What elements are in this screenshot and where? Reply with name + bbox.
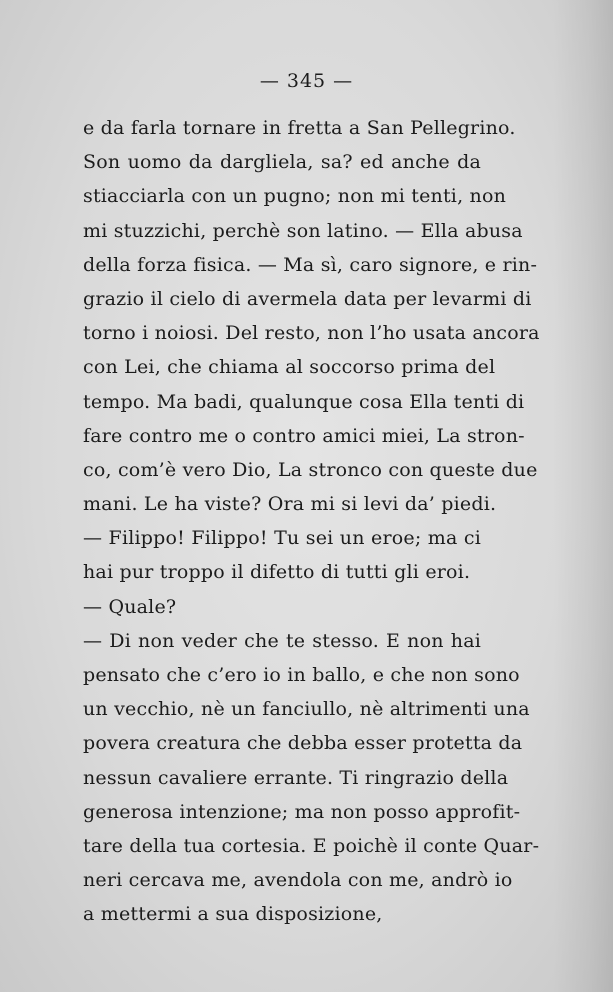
text-line: e da farla tornare in fretta a San Pellegrino. (83, 117, 516, 139)
text-line: con Lei, che chiama al soccorso prima del (83, 356, 496, 379)
page-edge-shadow (553, 0, 613, 992)
body-text (83, 111, 540, 932)
text-line: tare della tua cortesia. E poichè il conte Quar- (83, 834, 540, 857)
text-line: — Filippo! Filippo! Tu sei un eroe; ma ci (83, 527, 481, 550)
text-line: mi stuzzichi, perchè son latino. — Ella abusa (83, 219, 523, 242)
page-number: — 345 — (259, 70, 354, 92)
text-line: stiacciarla con un pugno; non mi tenti, non (83, 185, 507, 208)
text-line: neri cercava me, avendola con me, andrò io (83, 869, 513, 892)
text-line: grazio il cielo di avermela data per levarmi di (83, 287, 532, 310)
text-line: della forza fisica. — Ma sì, caro signore, e rin- (83, 253, 538, 276)
text-line: pensato che c’ero io in ballo, e che non sono (83, 664, 520, 686)
text-line: un vecchio, nè un fanciullo, nè altrimenti una (83, 698, 530, 721)
text-line: Son uomo da dargliela, sa? ed anche da (83, 151, 481, 174)
text-line: co, com’è vero Dio, La stronco con queste due (83, 458, 538, 481)
text-line: — Di non veder che te stesso. E non hai (83, 629, 481, 652)
text-line: tempo. Ma badi, qualunque cosa Ella tenti di (83, 390, 525, 413)
text-line: generosa intenzione; ma non posso approfit- (83, 800, 521, 823)
text-line: a mettermi a sua disposizione, (83, 903, 383, 926)
text-line: mani. Le ha viste? Ora mi si levi da’ piedi. (83, 493, 497, 516)
text-line: torno i noiosi. Del resto, non l’ho usata ancora (83, 322, 540, 345)
text-line: fare contro me o contro amici miei, La stron- (83, 424, 525, 447)
text-line: — Quale? (83, 595, 177, 618)
text-line: povera creatura che debba esser protetta da (83, 732, 523, 755)
text-line: hai pur troppo il difetto di tutti gli eroi. (83, 561, 471, 584)
text-line: nessun cavaliere errante. Ti ringrazio della (83, 766, 509, 789)
